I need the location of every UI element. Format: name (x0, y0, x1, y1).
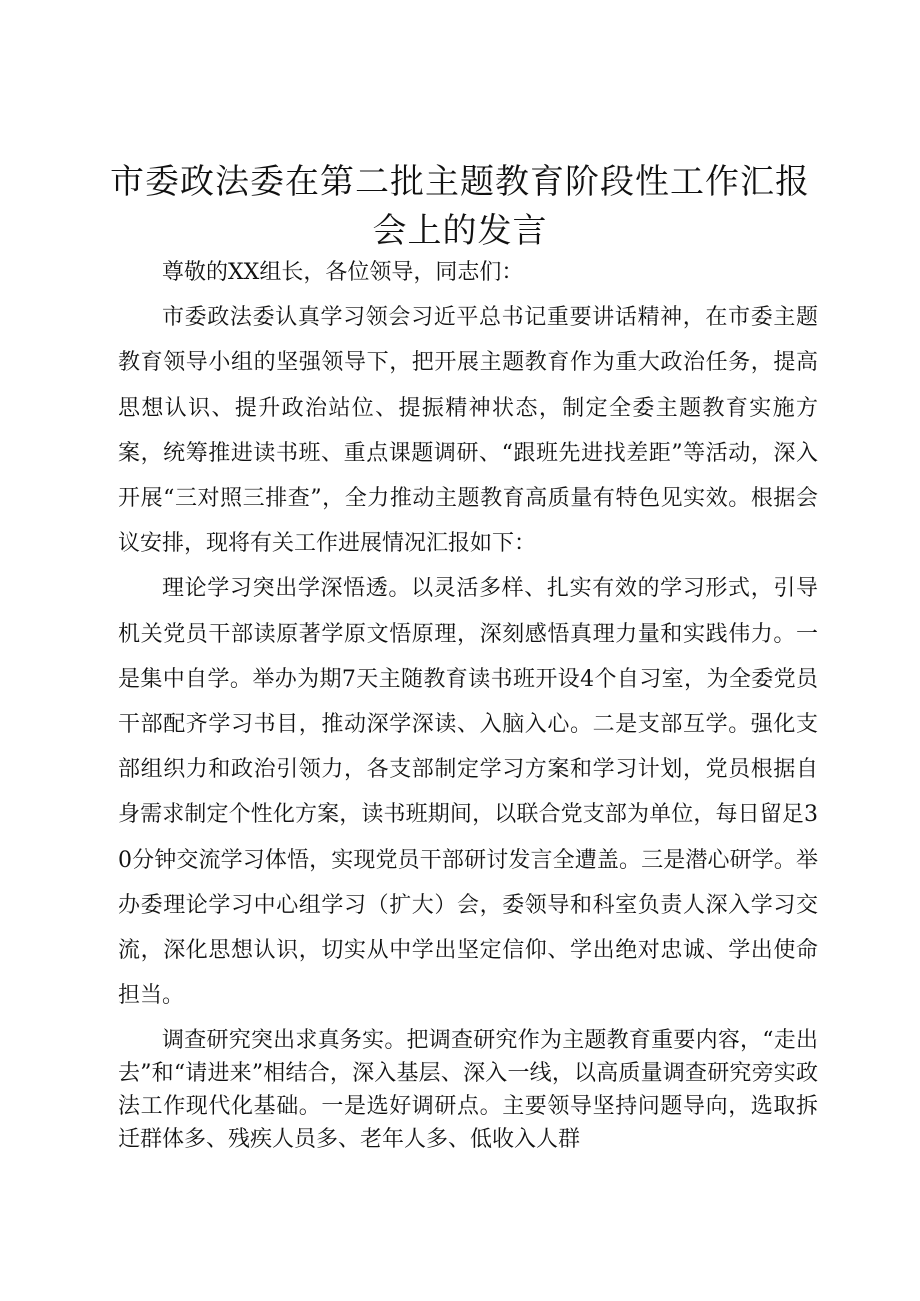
paragraph-investigation-research: 调查研究突出求真务实。把调查研究作为主题教育重要内容，“走出去”和“请进来”相结合，深入基层、深入一线，以高质量调查研究旁实政法工作现代化基础。一是选好调研点。主要领导坚持问题导向，选取拆迁群体多、残疾人员多、老年人多、低收入人群 (118, 1028, 818, 1152)
document-body (118, 250, 818, 1018)
paragraph-intro: 市委政法委认真学习领会习近平总书记重要讲话精神，在市委主题教育领导小组的坚强领导下，把开展主题教育作为重大政治任务，提高思想认识、提升政治站位、提振精神状态，制定全委主题教育实施方案，统筹推进读书班、重点课题调研、“跟班先进找差距”等活动，深入开展“三对照三排查”，全力推动主题教育高质量有特色见实效。根据会议安排，现将有关工作进展情况汇报如下： (118, 305, 818, 557)
document-body-continued (118, 1024, 818, 1156)
paragraph-theory-study: 理论学习突出学深悟透。以灵活多样、扎实有效的学习形式，引导机关党员干部读原著学原文悟原理，深刻感悟真理力量和实践伟力。一是集中自学。举办为期7天主随教育读书班开设4个自习室，为全委党员干部配齐学习书目，推动深学深读、入脑入心。二是支部互学。强化支部组织力和政治引领力，各支部制定学习方案和学习计划，党员根据自身需求制定个性化方案，读书班期间，以联合党支部为单位，每日留足30分钟交流学习体悟，实现党员干部研讨发言全遭盖。三是潜心研学。举办委理论学习中心组学习（扩大）会，委领导和科室负责人深入学习交流，深化思想认识，切实从中学出坚定信仰、学出绝对忠诚、学出使命担当。 (118, 576, 818, 1009)
salutation: 尊敬的XX组长，各位领导，同志们： (162, 260, 524, 285)
document-title: 市委政法委在第二批主题教育阶段性工作汇报会上的发言 (110, 162, 810, 251)
